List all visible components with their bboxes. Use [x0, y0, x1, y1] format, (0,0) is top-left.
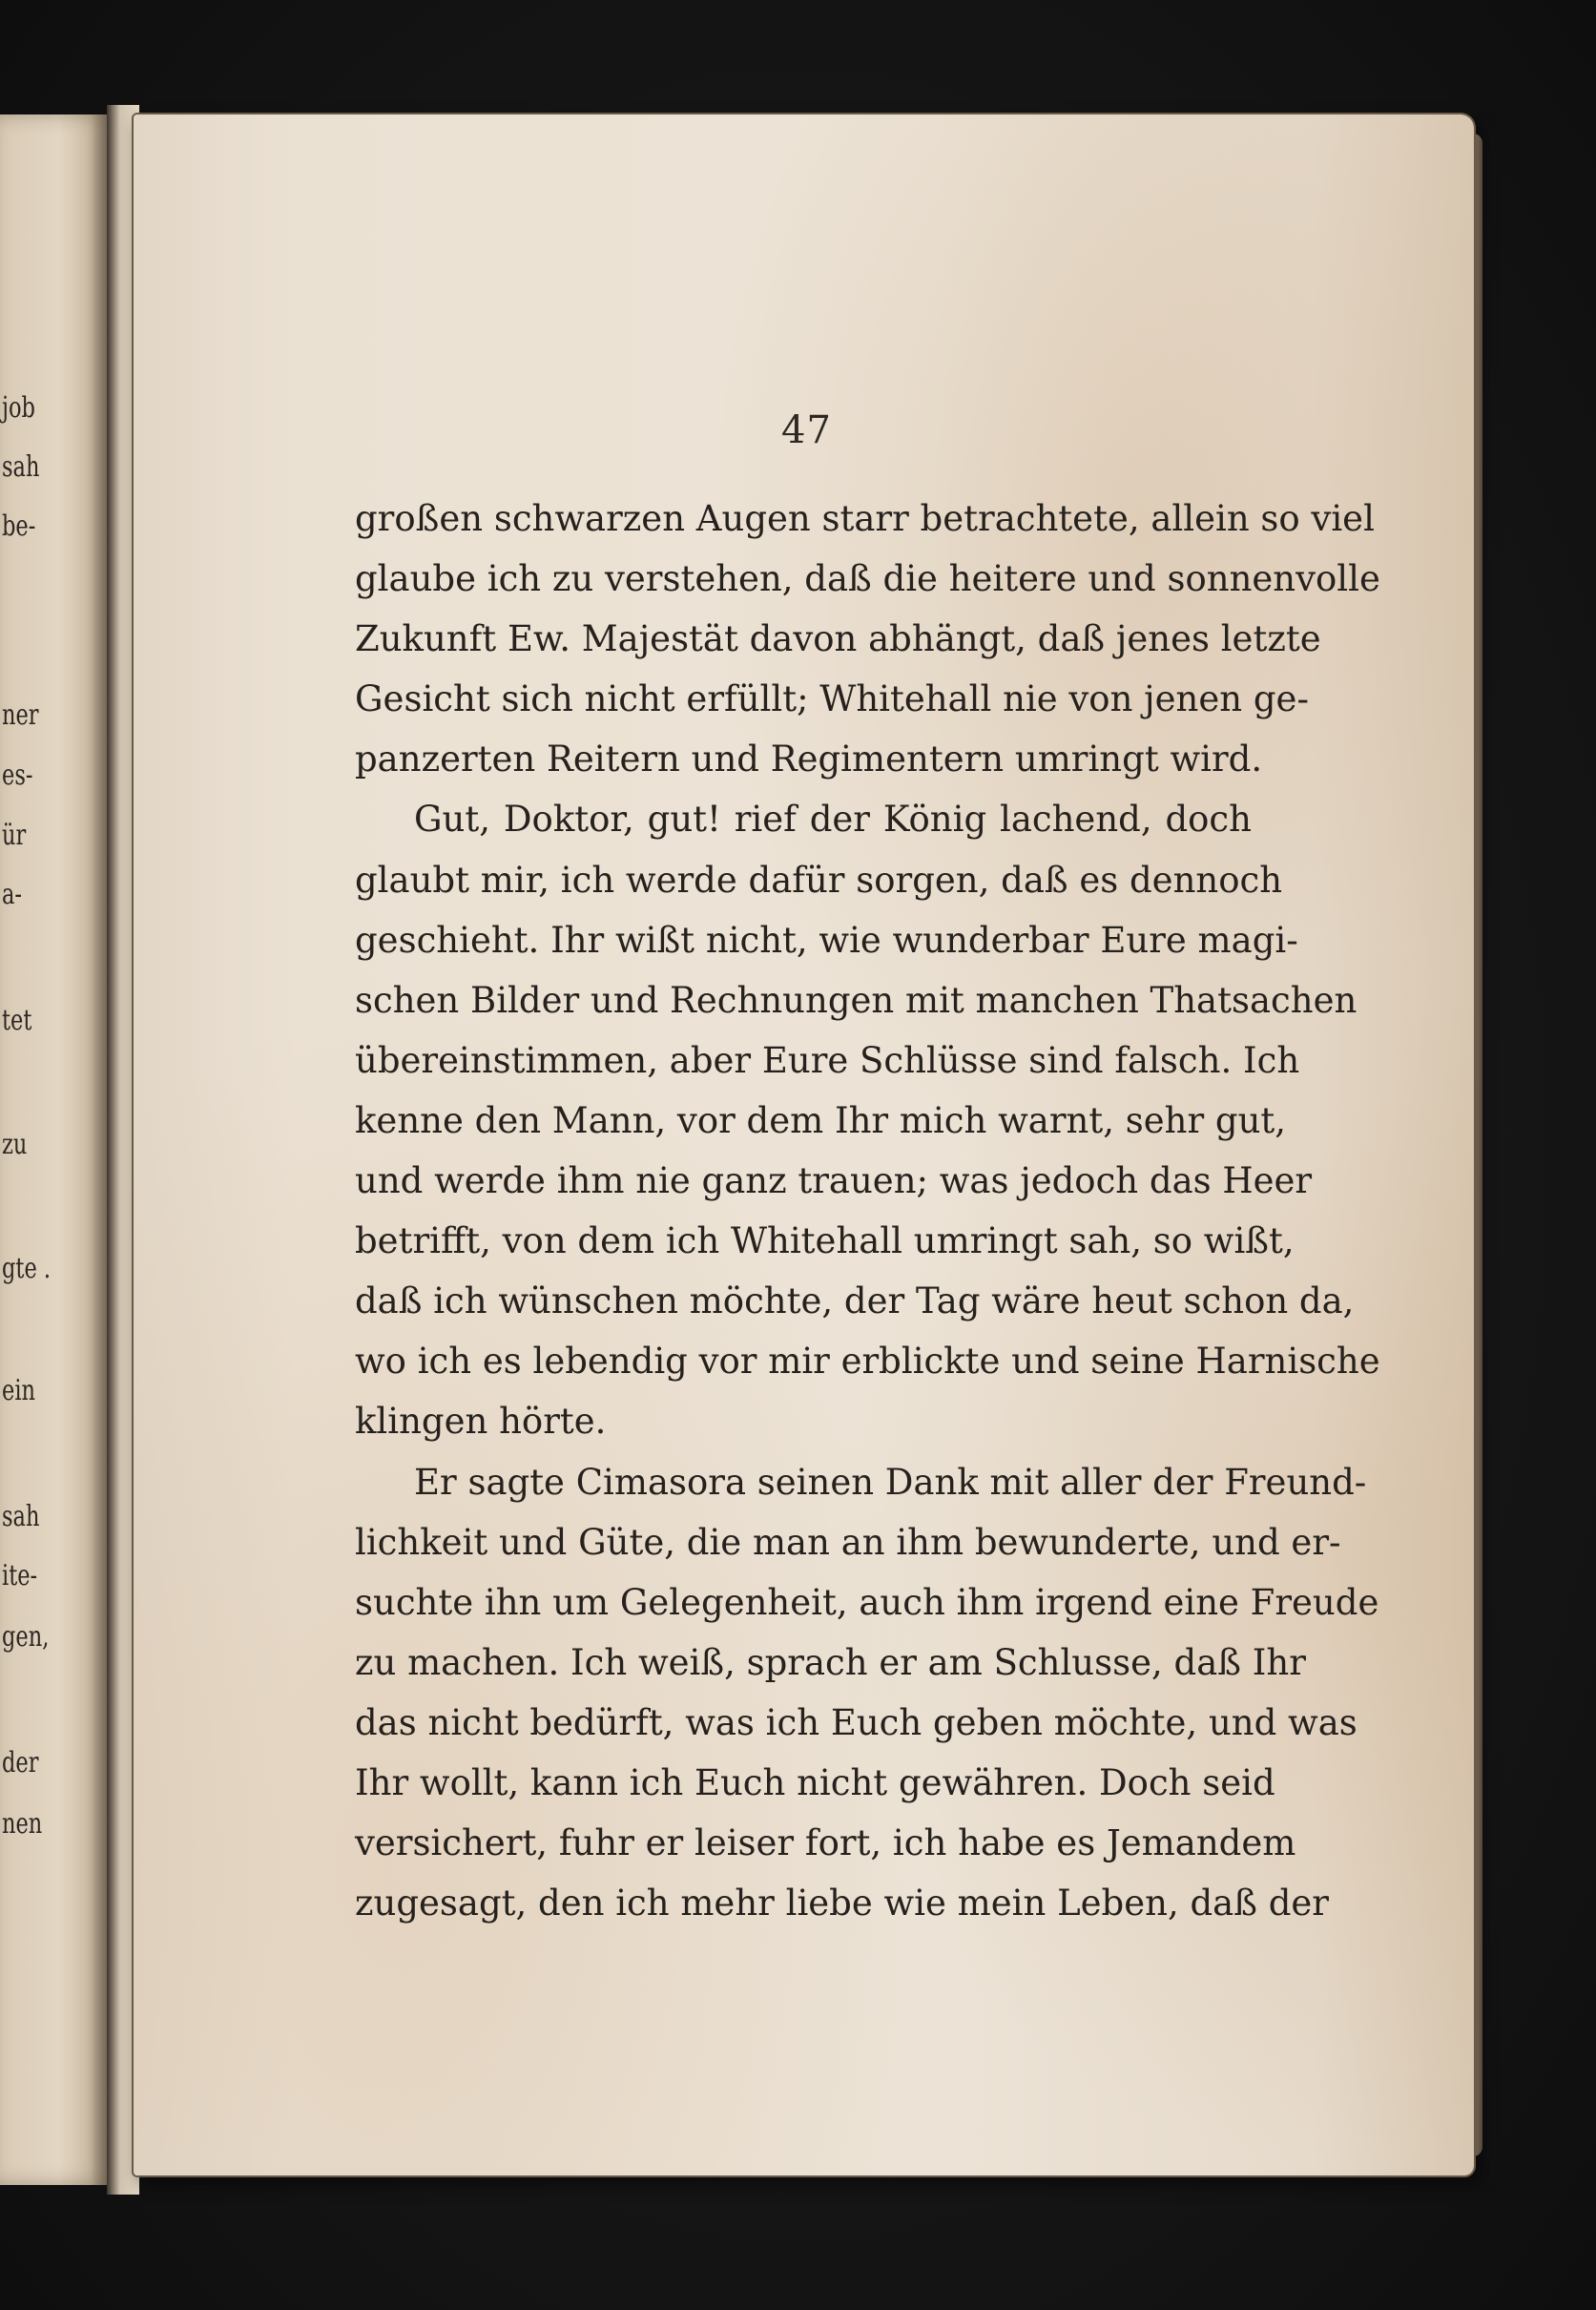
text-line: geschieht. Ihr wißt nicht, wie wunderbar Eure magi- [355, 919, 1298, 961]
text-line: Gesicht sich nicht erfüllt; Whitehall nie von jenen ge- [355, 678, 1309, 720]
text-line: übereinstimmen, aber Eure Schlüsse sind falsch. Ich [355, 1039, 1300, 1081]
text-line: Gut, Doktor, gut! rief der König lachend, doch [414, 799, 1252, 841]
left-page-fragment: tet [2, 1004, 32, 1037]
page-body-text [355, 489, 1380, 1933]
text-line: suchte ihn um Gelegenheit, auch ihm irgend eine Freude [355, 1581, 1379, 1623]
left-page-fragment: sah [2, 1500, 40, 1533]
text-line: glaubt mir, ich werde dafür sorgen, daß es dennoch [355, 859, 1283, 901]
text-line: Er sagte Cimasora seinen Dank mit aller der Freund- [414, 1461, 1367, 1503]
page-number: 47 [781, 408, 832, 452]
left-page-fragment: job [2, 391, 35, 425]
left-page-fragment: zu [2, 1128, 28, 1161]
text-line: zugesagt, den ich mehr liebe wie mein Leben, daß der [355, 1883, 1329, 1925]
left-page-fragment: sah [2, 450, 40, 484]
text-line: versichert, fuhr er leiser fort, ich habe es Jemandem [355, 1822, 1296, 1864]
left-page-fragment: gte . [2, 1252, 52, 1285]
left-page-fragment: ite- [2, 1559, 38, 1592]
text-line: betrifft, von dem ich Whitehall umringt sah, so wißt, [355, 1220, 1295, 1262]
text-line: daß ich wünschen möchte, der Tag wäre heut schon da, [355, 1280, 1355, 1322]
left-page-fragment: gen, [2, 1620, 50, 1654]
text-line: zu machen. Ich weiß, sprach er am Schlusse, daß Ihr [355, 1641, 1306, 1683]
text-line: glaube ich zu verstehen, daß die heitere und sonnenvolle [355, 558, 1380, 600]
left-page-fragment: nen [2, 1807, 43, 1841]
left-page-fragment: a- [2, 878, 23, 911]
text-line: Zukunft Ew. Majestät davon abhängt, daß jenes letzte [355, 618, 1321, 660]
text-line: kenne den Mann, vor dem Ihr mich warnt, sehr gut, [355, 1099, 1287, 1141]
left-page-fragment: es- [2, 759, 33, 792]
left-page-fragment: ner [2, 698, 39, 732]
previous-page [0, 114, 110, 2185]
left-page-fragment: be- [2, 510, 36, 543]
text-line: Ihr wollt, kann ich Euch nicht gewähren. Doch seid [355, 1761, 1275, 1803]
book-page [134, 114, 1474, 2175]
text-line: großen schwarzen Augen starr betrachtete, allein so viel [355, 498, 1375, 539]
left-page-fragment: ein [2, 1374, 36, 1407]
text-line: wo ich es lebendig vor mir erblickte und seine Harnische [355, 1341, 1380, 1383]
left-page-fragment: ür [2, 819, 27, 852]
text-line: klingen hörte. [355, 1401, 607, 1443]
left-page-fragment: der [2, 1746, 39, 1779]
text-line: schen Bilder und Rechnungen mit manchen Thatsachen [355, 979, 1358, 1021]
text-line: lichkeit und Güte, die man an ihm bewunderte, und er- [355, 1521, 1341, 1563]
text-line: panzerten Reitern und Regimentern umringt wird. [355, 739, 1263, 780]
text-line: das nicht bedürft, was ich Euch geben möchte, und was [355, 1701, 1358, 1743]
text-line: und werde ihm nie ganz trauen; was jedoch das Heer [355, 1160, 1313, 1202]
